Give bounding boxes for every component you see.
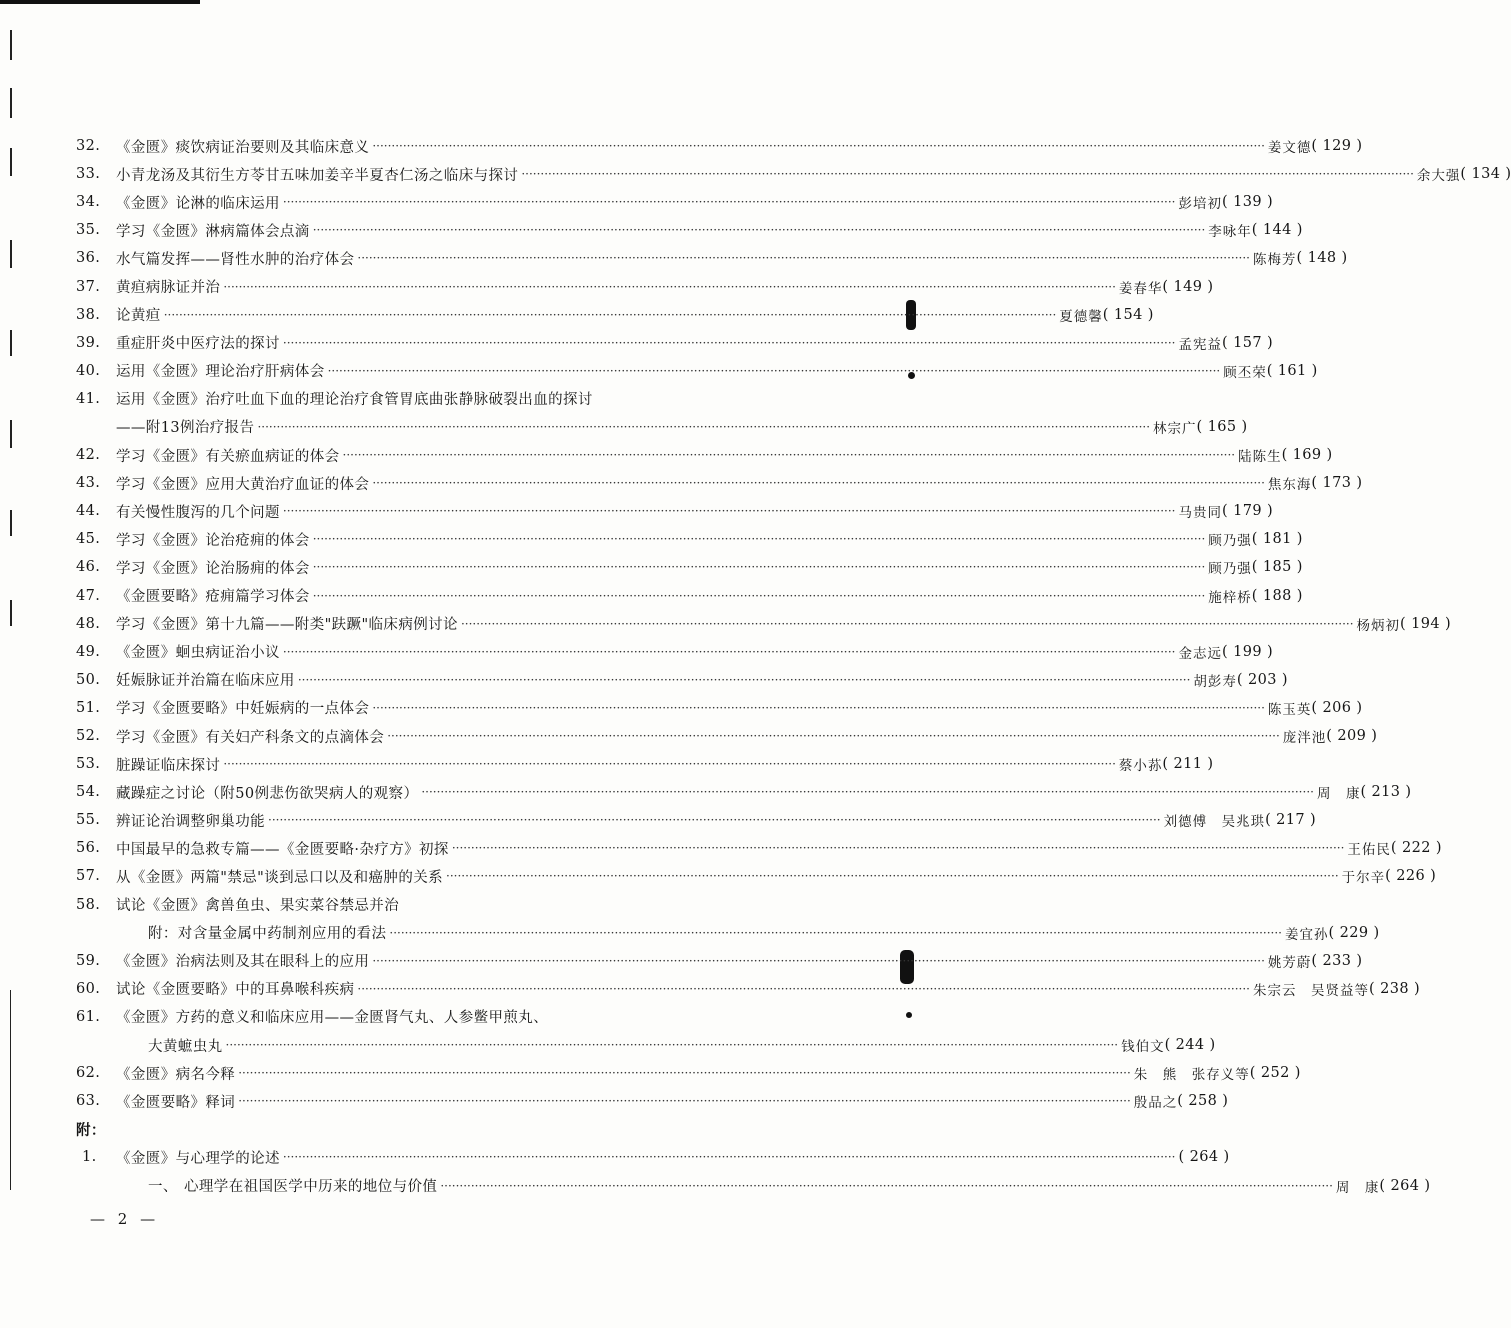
toc-entry[interactable]: 42. 学习《金匮》有关瘀血病证的体会 ····· 陆陈生 ( 169 ) — [76, 441, 832, 469]
toc-entry[interactable]: 52. 学习《金匮》有关妇产科条文的点滴体会 ····· 庞泮池 ( 209 ) — [76, 722, 832, 750]
toc-entry[interactable]: 33. 小青龙汤及其衍生方苓甘五味加姜辛半夏杏仁汤之临床与探讨 ····· 余大强 ( 134 ) — [76, 160, 832, 188]
toc-entry[interactable]: 54. 藏躁症之讨论（附50例悲伤欲哭病人的观察） ····· 周 康 ( 213 ) — [76, 778, 832, 806]
scan-binding-mark — [10, 420, 12, 448]
scan-binding-mark — [10, 510, 12, 536]
toc-entry[interactable]: 47. 《金匮要略》疮痈篇学习体会 ····· 施梓桥 ( 188 ) — [76, 582, 832, 610]
toc-entry[interactable]: 53. 脏躁证临床探讨 ····· 蔡小荪 ( 211 ) — [76, 750, 832, 778]
toc-entry[interactable]: 39. 重症肝炎中医疗法的探讨 ····· 孟宪益 ( 157 ) — [76, 329, 832, 357]
toc-entry[interactable]: 58. 试论《金匮》禽兽鱼虫、果实菜谷禁忌并治 — [76, 896, 400, 915]
appendix-heading: 附： — [76, 1121, 106, 1139]
toc-entry[interactable]: 50. 妊娠脉证并治篇在临床应用 ····· 胡彭寿 ( 203 ) — [76, 666, 832, 694]
scan-binding-mark — [10, 240, 12, 268]
toc-entry[interactable]: 32. 《金匮》痰饮病证治要则及其临床意义 ····· 姜文德 ( 129 ) — [76, 132, 832, 160]
toc-entry[interactable]: 37. 黄疸病脉证并治 ····· 姜春华 ( 149 ) — [76, 272, 832, 300]
toc-entry[interactable]: 41. 运用《金匮》治疗吐血下血的理论治疗食管胃底曲张静脉破裂出血的探讨 — [76, 390, 593, 409]
scan-binding-mark — [10, 990, 11, 1190]
toc-entry[interactable]: 60. 试论《金匮要略》中的耳鼻喉科疾病 ····· 朱宗云 吴贤益等 ( 238 ) — [76, 975, 832, 1003]
toc-entry[interactable]: 38. 论黄疸 ····· 夏德馨 ( 154 ) — [76, 301, 832, 329]
toc-entry[interactable]: 63. 《金匮要略》释词 ····· 殷品之 ( 258 ) — [76, 1087, 832, 1115]
toc-entry[interactable]: 43. 学习《金匮》应用大黄治疗血证的体会 ····· 焦东海 ( 173 ) — [76, 469, 832, 497]
toc-entry[interactable]: 56. 中国最早的急救专篇——《金匮要略·杂疗方》初探 ····· 王佑民 ( 222 ) — [76, 834, 832, 862]
scan-binding-mark — [10, 88, 12, 118]
scan-binding-mark — [10, 330, 12, 356]
toc-entry[interactable]: 48. 学习《金匮》第十九篇——附类"趺蹶"临床病例讨论 ····· 杨炳初 ( 194 ) — [76, 610, 832, 638]
scan-top-edge — [0, 0, 200, 4]
toc-entry-continuation[interactable]: ——附13例治疗报告 ····· 林宗广 ( 165 ) — [76, 413, 832, 441]
toc-entry[interactable]: 49. 《金匮》蛔虫病证治小议 ····· 金志远 ( 199 ) — [76, 638, 832, 666]
toc-entry[interactable]: 44. 有关慢性腹泻的几个问题 ····· 马贵同 ( 179 ) — [76, 497, 832, 525]
toc-entry[interactable]: 35. 学习《金匮》淋病篇体会点滴 ····· 李咏年 ( 144 ) — [76, 216, 832, 244]
toc-entry-continuation[interactable]: 附：对含量金属中药制剂应用的看法 ····· 姜宜孙 ( 229 ) — [76, 919, 832, 947]
toc-entry[interactable]: 62. 《金匮》病名今释 ····· 朱 熊 张存义等 ( 252 ) — [76, 1059, 832, 1087]
toc-entry[interactable]: 40. 运用《金匮》理论治疗肝病体会 ····· 顾丕荣 ( 161 ) — [76, 357, 832, 385]
scan-binding-mark — [10, 148, 12, 176]
toc-entry[interactable]: 61. 《金匮》方药的意义和临床应用——金匮肾气丸、人参鳖甲煎丸、 — [76, 1008, 549, 1027]
appendix-entry[interactable]: 1. 《金匮》与心理学的论述 ····· ( 264 ) — [76, 1143, 832, 1171]
table-of-contents — [76, 132, 1511, 1200]
toc-entry[interactable]: 59. 《金匮》治病法则及其在眼科上的应用 ····· 姚芳蔚 ( 233 ) — [76, 947, 832, 975]
toc-entry[interactable]: 57. 从《金匮》两篇"禁忌"谈到忌口以及和癌肿的关系 ····· 于尔辛 ( 226 ) — [76, 862, 832, 890]
toc-entry-continuation[interactable]: 大黄蟅虫丸 ····· 钱伯文 ( 244 ) — [76, 1031, 832, 1059]
page-number: — 2 — — [90, 1210, 160, 1228]
toc-entry[interactable]: 51. 学习《金匮要略》中妊娠病的一点体会 ····· 陈玉英 ( 206 ) — [76, 694, 832, 722]
ink-blot — [906, 1012, 912, 1018]
toc-entry[interactable]: 36. 水气篇发挥——肾性水肿的治疗体会 ····· 陈梅芳 ( 148 ) — [76, 244, 832, 272]
toc-entry[interactable]: 55. 辨证论治调整卵巢功能 ····· 刘德傅 吴兆珙 ( 217 ) — [76, 806, 832, 834]
appendix-subentry[interactable]: 一、 心理学在祖国医学中历来的地位与价值 ····· 周 康 ( 264 ) — [76, 1171, 832, 1199]
scan-binding-mark — [10, 30, 12, 60]
toc-entry[interactable]: 46. 学习《金匮》论治肠痈的体会 ····· 顾乃强 ( 185 ) — [76, 553, 832, 581]
toc-entry[interactable]: 45. 学习《金匮》论治疮痈的体会 ····· 顾乃强 ( 181 ) — [76, 525, 832, 553]
scan-binding-mark — [10, 600, 12, 626]
toc-entry[interactable]: 34. 《金匮》论淋的临床运用 ····· 彭培初 ( 139 ) — [76, 188, 832, 216]
